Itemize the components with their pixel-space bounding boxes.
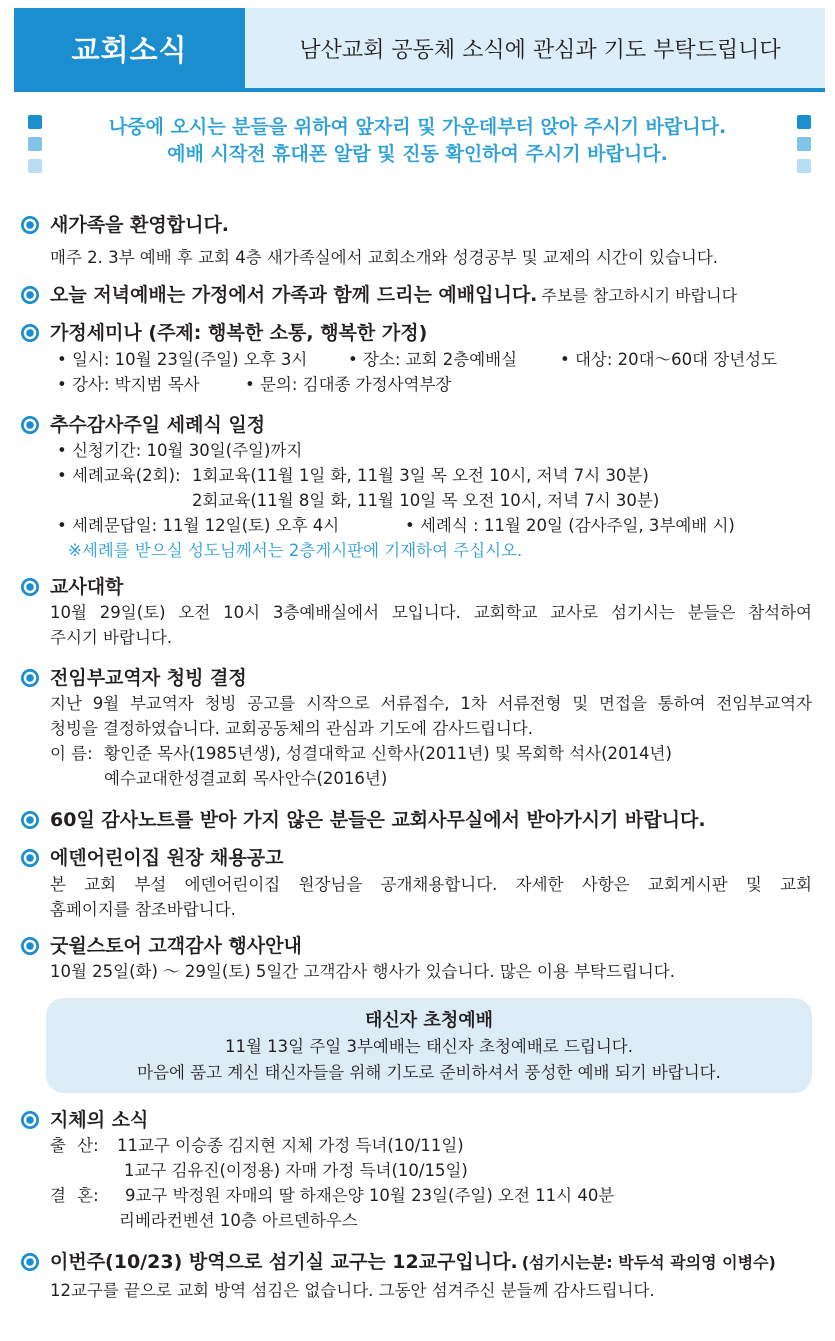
baptism-education-first: 1회교육(11월 1일 화, 11월 3일 목 오전 10시, 저녁 7시 30분) <box>192 466 649 485</box>
square-marker-icon <box>28 137 42 151</box>
notice-line: 나중에 오시는 분들을 위하여 앞자리 및 가운데부터 앉아 주시기 바랍니다. <box>108 116 727 138</box>
section-teacher-college <box>0 574 835 650</box>
square-marker-icon <box>28 115 42 129</box>
pastor-name-row <box>0 766 835 791</box>
section-heading: 추수감사주일 세례식 일정 <box>50 414 266 436</box>
seminar-row <box>0 372 835 397</box>
section-heading: 가정세미나 (주제: 행복한 소통, 행복한 가정) <box>50 322 428 344</box>
section-body-line: 주시기 바랍니다. <box>50 628 173 647</box>
section-heading-servers: (섬기시는분: 박두석 곽의영 이병수) <box>521 1253 776 1272</box>
notice-banner <box>0 114 835 168</box>
section-thanks-note <box>0 807 835 833</box>
section-heading <box>0 1249 835 1276</box>
notice-line: 예배 시작전 휴대폰 알람 및 진동 확인하여 주시기 바랍니다. <box>167 143 668 165</box>
section-body: 매주 2. 3부 예배 후 교회 4층 새가족실에서 교회소개와 성경공부 및 교제의 시간이 있습니다. <box>50 248 719 267</box>
invitation-title: 태신자 초청예배 <box>365 1010 493 1031</box>
section-body-line: 지난 9월 부교역자 청빙 공고를 시작으로 서류접수, 1차 서류전형 및 면접을 통하여 전임부교역자 <box>50 694 812 713</box>
baptism-education-label: • 세례교육(2회): <box>57 466 181 485</box>
section-member-news <box>0 1107 835 1233</box>
baptism-row <box>0 438 835 463</box>
section-disinfection <box>0 1249 835 1303</box>
invitation-line: 마음에 품고 계신 태신자들을 위해 기도로 준비하셔서 풍성한 예배 되기 바랍니다. <box>137 1063 721 1082</box>
square-marker-icon <box>28 159 42 173</box>
member-news-row <box>0 1208 835 1233</box>
section-heading-note: 주보를 참고하시기 바랍니다 <box>541 286 738 305</box>
baptism-application: • 신청기간: 10월 30일(주일)까지 <box>57 441 303 460</box>
seminar-date: • 일시: 10월 23일(주일) 오후 3시 <box>57 350 308 369</box>
section-heading-text: 오늘 저녁예배는 가정에서 가족과 함께 드리는 예배입니다. <box>50 284 538 306</box>
target-bullet-icon <box>21 811 39 829</box>
section-heading: 60일 감사노트를 받아 가지 않은 분들은 교회사무실에서 받아가시기 바랍니다. <box>50 809 706 831</box>
target-bullet-icon <box>21 669 39 687</box>
pastor-name-detail: 황인준 목사(1985년생), 성결대학교 신학사(2011년) 및 목회학 석사(2014년) <box>104 744 672 763</box>
baptism-row <box>0 513 835 538</box>
target-bullet-icon <box>21 578 39 596</box>
invitation-box <box>46 998 812 1093</box>
seminar-place: • 장소: 교회 2층예배실 <box>348 350 518 369</box>
member-news-row <box>0 1158 835 1183</box>
baptism-row <box>0 538 835 563</box>
wedding-label: 결 혼: <box>50 1186 99 1205</box>
pastor-name-detail: 예수교대한성결교회 목사안수(2016년) <box>104 769 388 788</box>
section-heading: 에덴어린이집 원장 채용공고 <box>50 847 284 869</box>
section-baptism <box>0 412 835 563</box>
seminar-speaker: • 강사: 박지범 목사 <box>57 375 200 394</box>
baptism-notice: ※세례를 받으실 성도님께서는 2층게시판에 기재하여 주십시오. <box>68 541 523 560</box>
page-title: 교회소식 <box>14 8 245 88</box>
section-heading: 전임부교역자 청빙 결정 <box>50 667 247 689</box>
target-bullet-icon <box>21 286 39 304</box>
target-bullet-icon <box>21 324 39 342</box>
page-header <box>14 8 825 92</box>
section-heading: 새가족을 환영합니다. <box>50 214 230 236</box>
section-body-line: 홈페이지를 참조바랍니다. <box>50 900 236 919</box>
pastor-name-label: 이 름: <box>50 744 93 763</box>
section-heading <box>0 282 835 309</box>
section-heading-text: 이번주(10/23) 방역으로 섬기실 교구는 12교구입니다. <box>50 1251 518 1273</box>
wedding-item: 리베라컨벤션 10층 아르덴하우스 <box>119 1211 358 1230</box>
section-heading: 지체의 소식 <box>50 1109 149 1131</box>
wedding-item: 9교구 박정원 자매의 딸 하재은양 10월 23일(주일) 오전 11시 40분 <box>125 1186 615 1205</box>
target-bullet-icon <box>21 937 39 955</box>
square-marker-icon <box>797 115 811 129</box>
baptism-interview: • 세례문답일: 11월 12일(토) 오후 4시 <box>57 516 340 535</box>
section-body-line: 본 교회 부설 에덴어린이집 원장님을 공개채용합니다. 자세한 사항은 교회게시판 및 교회 <box>50 875 812 894</box>
section-body: 10월 25일(화) ～ 29일(토) 5일간 고객감사 행사가 있습니다. 많은 이용 부탁드립니다. <box>50 962 675 981</box>
seminar-contact: • 문의: 김대종 가정사역부장 <box>245 375 452 394</box>
target-bullet-icon <box>21 849 39 867</box>
baptism-row <box>0 488 835 513</box>
seminar-row <box>0 347 835 372</box>
page-subtitle: 남산교회 공동체 소식에 관심과 기도 부탁드립니다 <box>245 8 825 88</box>
section-goodwill <box>0 933 835 984</box>
pastor-name-row <box>0 741 835 766</box>
section-evening-worship <box>0 282 835 309</box>
baptism-row <box>0 463 835 488</box>
member-news-row <box>0 1183 835 1208</box>
seminar-target: • 대상: 20대～60대 장년성도 <box>560 350 778 369</box>
member-news-row <box>0 1133 835 1158</box>
section-daycare <box>0 845 835 922</box>
target-bullet-icon <box>21 1253 39 1271</box>
square-marker-icon <box>797 159 811 173</box>
section-pastor-call <box>0 665 835 791</box>
section-body: 12교구를 끝으로 교회 방역 섬김은 없습니다. 그동안 섬겨주신 분들께 감사드립니다. <box>50 1281 655 1300</box>
section-heading: 교사대학 <box>50 576 124 598</box>
birth-item: 1교구 김유진(이정용) 자매 가정 득녀(10/15일) <box>124 1161 468 1180</box>
baptism-education-second: 2회교육(11월 8일 화, 11월 10일 목 오전 10시, 저녁 7시 30분) <box>192 491 660 510</box>
section-family-seminar <box>0 320 835 397</box>
birth-item: 11교구 이승종 김지현 지체 가정 득녀(10/11일) <box>117 1136 464 1155</box>
section-heading: 굿윌스토어 고객감사 행사안내 <box>50 935 302 957</box>
square-marker-icon <box>797 137 811 151</box>
birth-label: 출 산: <box>50 1136 99 1155</box>
baptism-ceremony: • 세례식 : 11월 20일 (감사주일, 3부예배 시) <box>405 516 735 535</box>
invitation-line: 11월 13일 주일 3부예배는 태신자 초청예배로 드립니다. <box>225 1037 633 1056</box>
section-new-family <box>0 212 835 270</box>
target-bullet-icon <box>21 416 39 434</box>
section-body-line: 10월 29일(토) 오전 10시 3층예배실에서 모입니다. 교회학교 교사로 섬기시는 분들은 참석하여 <box>50 603 812 622</box>
target-bullet-icon <box>21 1111 39 1129</box>
section-body-line: 청빙을 결정하였습니다. 교회공동체의 관심과 기도에 감사드립니다. <box>50 719 534 738</box>
target-bullet-icon <box>21 216 39 234</box>
